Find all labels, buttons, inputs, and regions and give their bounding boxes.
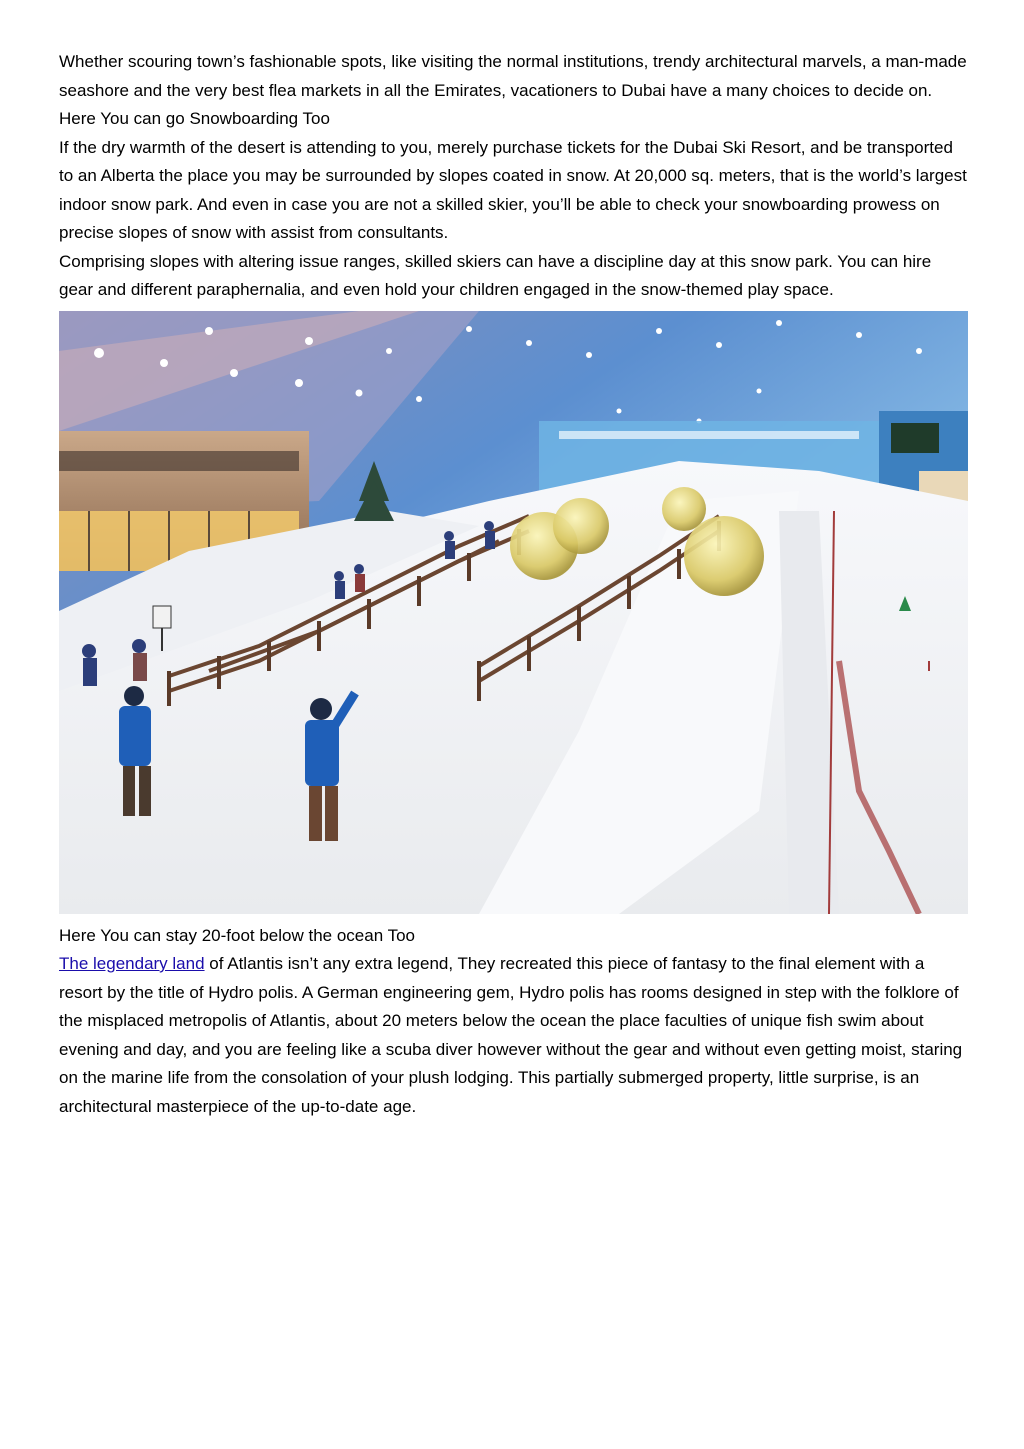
snow-park-paragraph: Comprising slopes with altering issue ranges, skilled skiers can have a discipline day at this snow park. You can hire gear and different paraphernalia, and even hold your children engaged in the snow-themed play space. [59, 251, 932, 299]
atlantis-paragraph [59, 950, 969, 1121]
document-page [59, 48, 969, 1121]
atlantis-paragraph-text: of Atlantis isn’t any extra legend, They recreated this piece of fantasy to the final element with a resort by the title of Hydro polis. A German engineering gem, Hydro polis has rooms designed in step with the folklore of the misplaced metropolis of Atlantis, about 20 meters below the ocean the place faculties of unique fish swim about evening and day, and you are feeling like a scuba diver however without the gear and without even getting moist, staring on the marine life from the consolation of your plush lodging. This partially submerged property, little surprise, is an architectural masterpiece of the up-to-date age. [59, 954, 963, 1116]
heading-snowboarding: Here You can go Snowboarding Too [59, 109, 330, 128]
legendary-land-link[interactable]: The legendary land [59, 954, 205, 973]
intro-paragraph: Whether scouring town’s fashionable spots, like visiting the normal institutions, trendy architectural marvels, a man-made seashore and the very best flea markets in all the Emirates, vacationers to Dubai have a many choices to decide on. [59, 52, 967, 100]
ski-resort-photo [59, 311, 968, 914]
ski-resort-paragraph: If the dry warmth of the desert is attending to you, merely purchase tickets for the Dubai Ski Resort, and be transported to an Alberta the place you may be surrounded by slopes coated in snow. At 20,000 sq. meters, that is the world’s largest indoor snow park. And even in case you are not a skilled skier, you’ll be able to check your snowboarding prowess on precise slopes of snow with assist from consultants. [59, 137, 967, 242]
sign-post [153, 606, 171, 628]
heading-underwater: Here You can stay 20-foot below the ocean Too [59, 925, 415, 945]
